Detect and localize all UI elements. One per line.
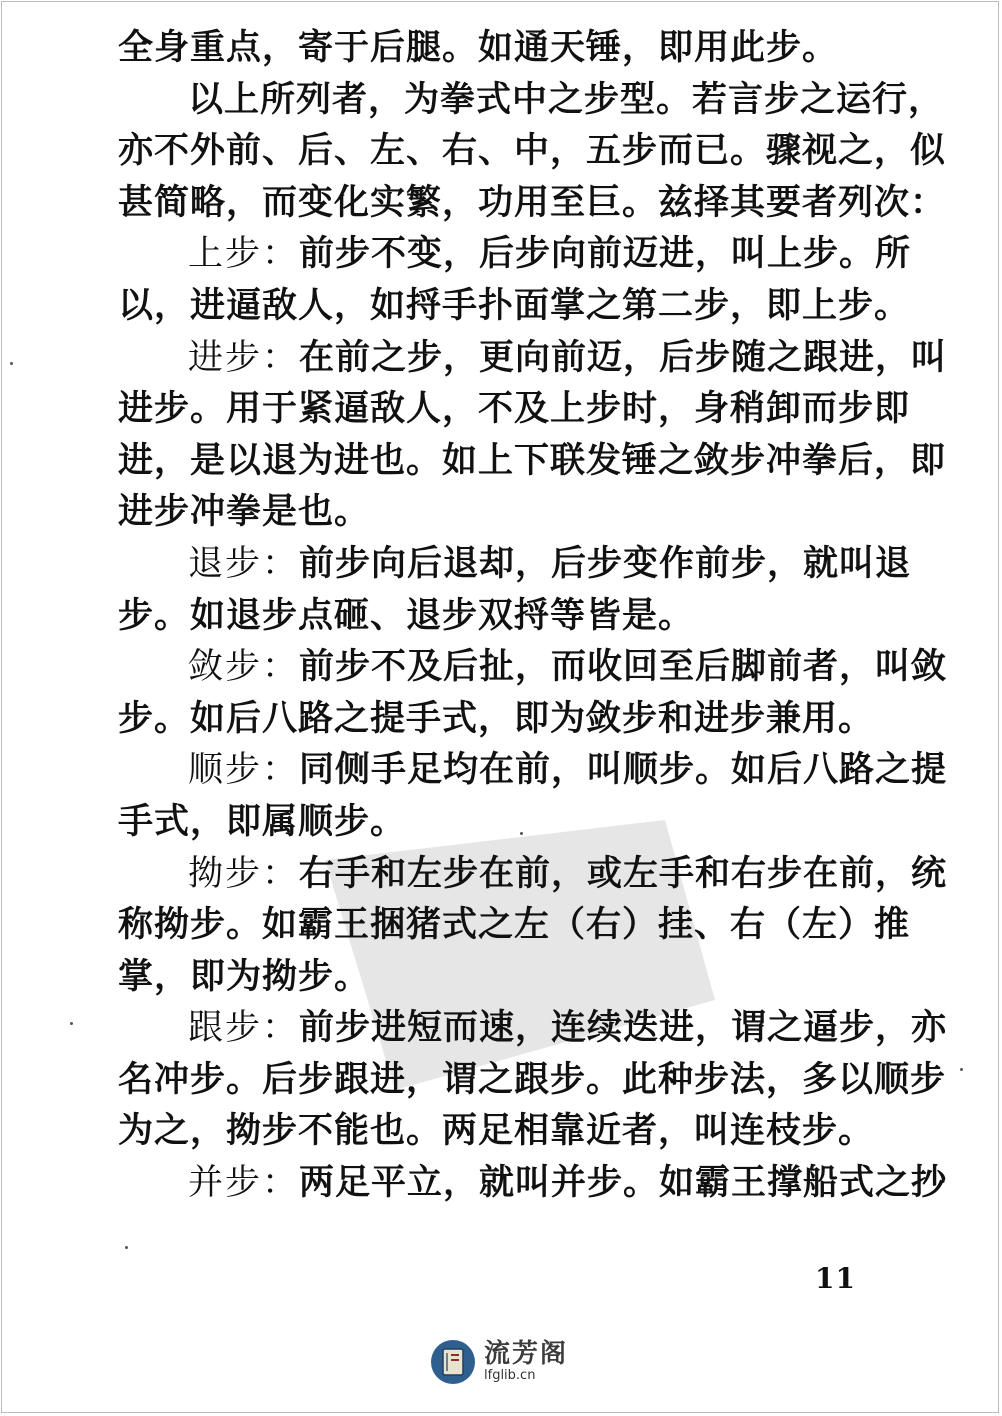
line-text: 手式，即属顺步。 (118, 800, 407, 842)
body-text (118, 27, 948, 1215)
line-text: 前步向后退却，后步变作前步，就叫退 (299, 542, 912, 584)
term-label: 敛步： (188, 647, 300, 688)
scan-speck (960, 1068, 963, 1071)
line-text: 两足平立，就叫并步。如霸王撑船式之抄 (299, 1162, 948, 1204)
line-text: 前步进短而速，连续迭进，谓之逼步，亦 (299, 1007, 948, 1049)
text-line (118, 542, 912, 596)
line-text: 掌，即为拗步。 (118, 955, 371, 997)
line-text: 以上所列者，为拳式中之步型。若言步之运行， (188, 78, 945, 120)
line-text: 名冲步。后步跟进，谓之跟步。此种步法，多以顺步 (118, 1058, 947, 1100)
line-text: 亦不外前、后、左、右、中，五步而已。骤视之，似 (118, 130, 947, 172)
text-line (118, 852, 948, 906)
term-label: 跟步： (188, 1008, 300, 1049)
line-text: 右手和左步在前，或左手和右步在前，统 (299, 852, 948, 894)
line-text: 步。如退步点砸、退步双捋等皆是。 (118, 594, 695, 636)
text-line (118, 1007, 948, 1060)
term-label: 拗步： (188, 853, 300, 894)
text-line (118, 904, 911, 957)
line-text: 进步冲拳是也。 (118, 491, 371, 533)
text-line (118, 646, 948, 699)
line-text: 进步。用于紧逼敌人，不及上步时，身稍卸而步即 (118, 388, 911, 430)
term-label: 顺步： (188, 750, 300, 791)
line-text: 称拗步。如霸王捆猪式之左（右）挂、右（左）推 (118, 904, 911, 946)
scan-speck (125, 1246, 128, 1249)
line-text: 甚简略，而变化实繁，功用至巨。兹择其要者列次： (118, 181, 947, 223)
page-number: 11 (815, 1262, 856, 1295)
text-line (118, 749, 948, 802)
line-text: 同侧手足均在前，叫顺步。如后八路之提 (299, 749, 948, 791)
logo-url: lfglib.cn (484, 1368, 536, 1383)
scan-speck (70, 1022, 73, 1025)
book-icon (430, 1339, 476, 1385)
text-line (118, 492, 878, 544)
text-line (118, 78, 945, 132)
text-line (118, 28, 878, 80)
line-text: 为之，拗步不能也。两足相靠近者，叫连枝步。 (118, 1110, 875, 1152)
text-line (118, 1058, 947, 1112)
line-text: 前步不及后扯，而收回至后脚前者，叫敛 (299, 646, 948, 688)
text-line (118, 388, 911, 441)
logo-name: 流芳阁 (484, 1339, 569, 1369)
site-logo[interactable] (430, 1336, 590, 1388)
line-text: 在前之步，更向前迈，后步随之跟进，叫 (299, 336, 948, 378)
text-line (118, 336, 948, 390)
term-label: 进步： (188, 337, 300, 378)
term-label: 并步： (188, 1163, 300, 1204)
text-line (118, 439, 947, 493)
scan-speck (520, 832, 523, 835)
text-line (118, 284, 911, 338)
text-line (118, 699, 878, 751)
text-line (118, 181, 947, 235)
text-line (118, 1111, 878, 1163)
line-text: 以，进逼敌人，如捋手扑面掌之第二步，即上步。 (118, 284, 911, 326)
text-line (118, 130, 947, 183)
line-text: 进，是以退为进也。如上下联发锤之敛步冲拳后，即 (118, 439, 947, 481)
text-line (118, 957, 878, 1009)
line-text: 步。如后八路之提手式，即为敛步和进步兼用。 (118, 697, 875, 739)
text-line (118, 596, 878, 648)
text-line (118, 233, 912, 286)
text-line (118, 802, 878, 854)
text-line (118, 1162, 948, 1215)
scan-speck (10, 362, 13, 365)
term-label: 退步： (188, 543, 300, 584)
line-text: 全身重点，寄于后腿。如通天锤，即用此步。 (118, 27, 839, 68)
term-label: 上步： (188, 234, 300, 275)
line-text: 前步不变，后步向前迈进，叫上步。所 (299, 233, 912, 275)
